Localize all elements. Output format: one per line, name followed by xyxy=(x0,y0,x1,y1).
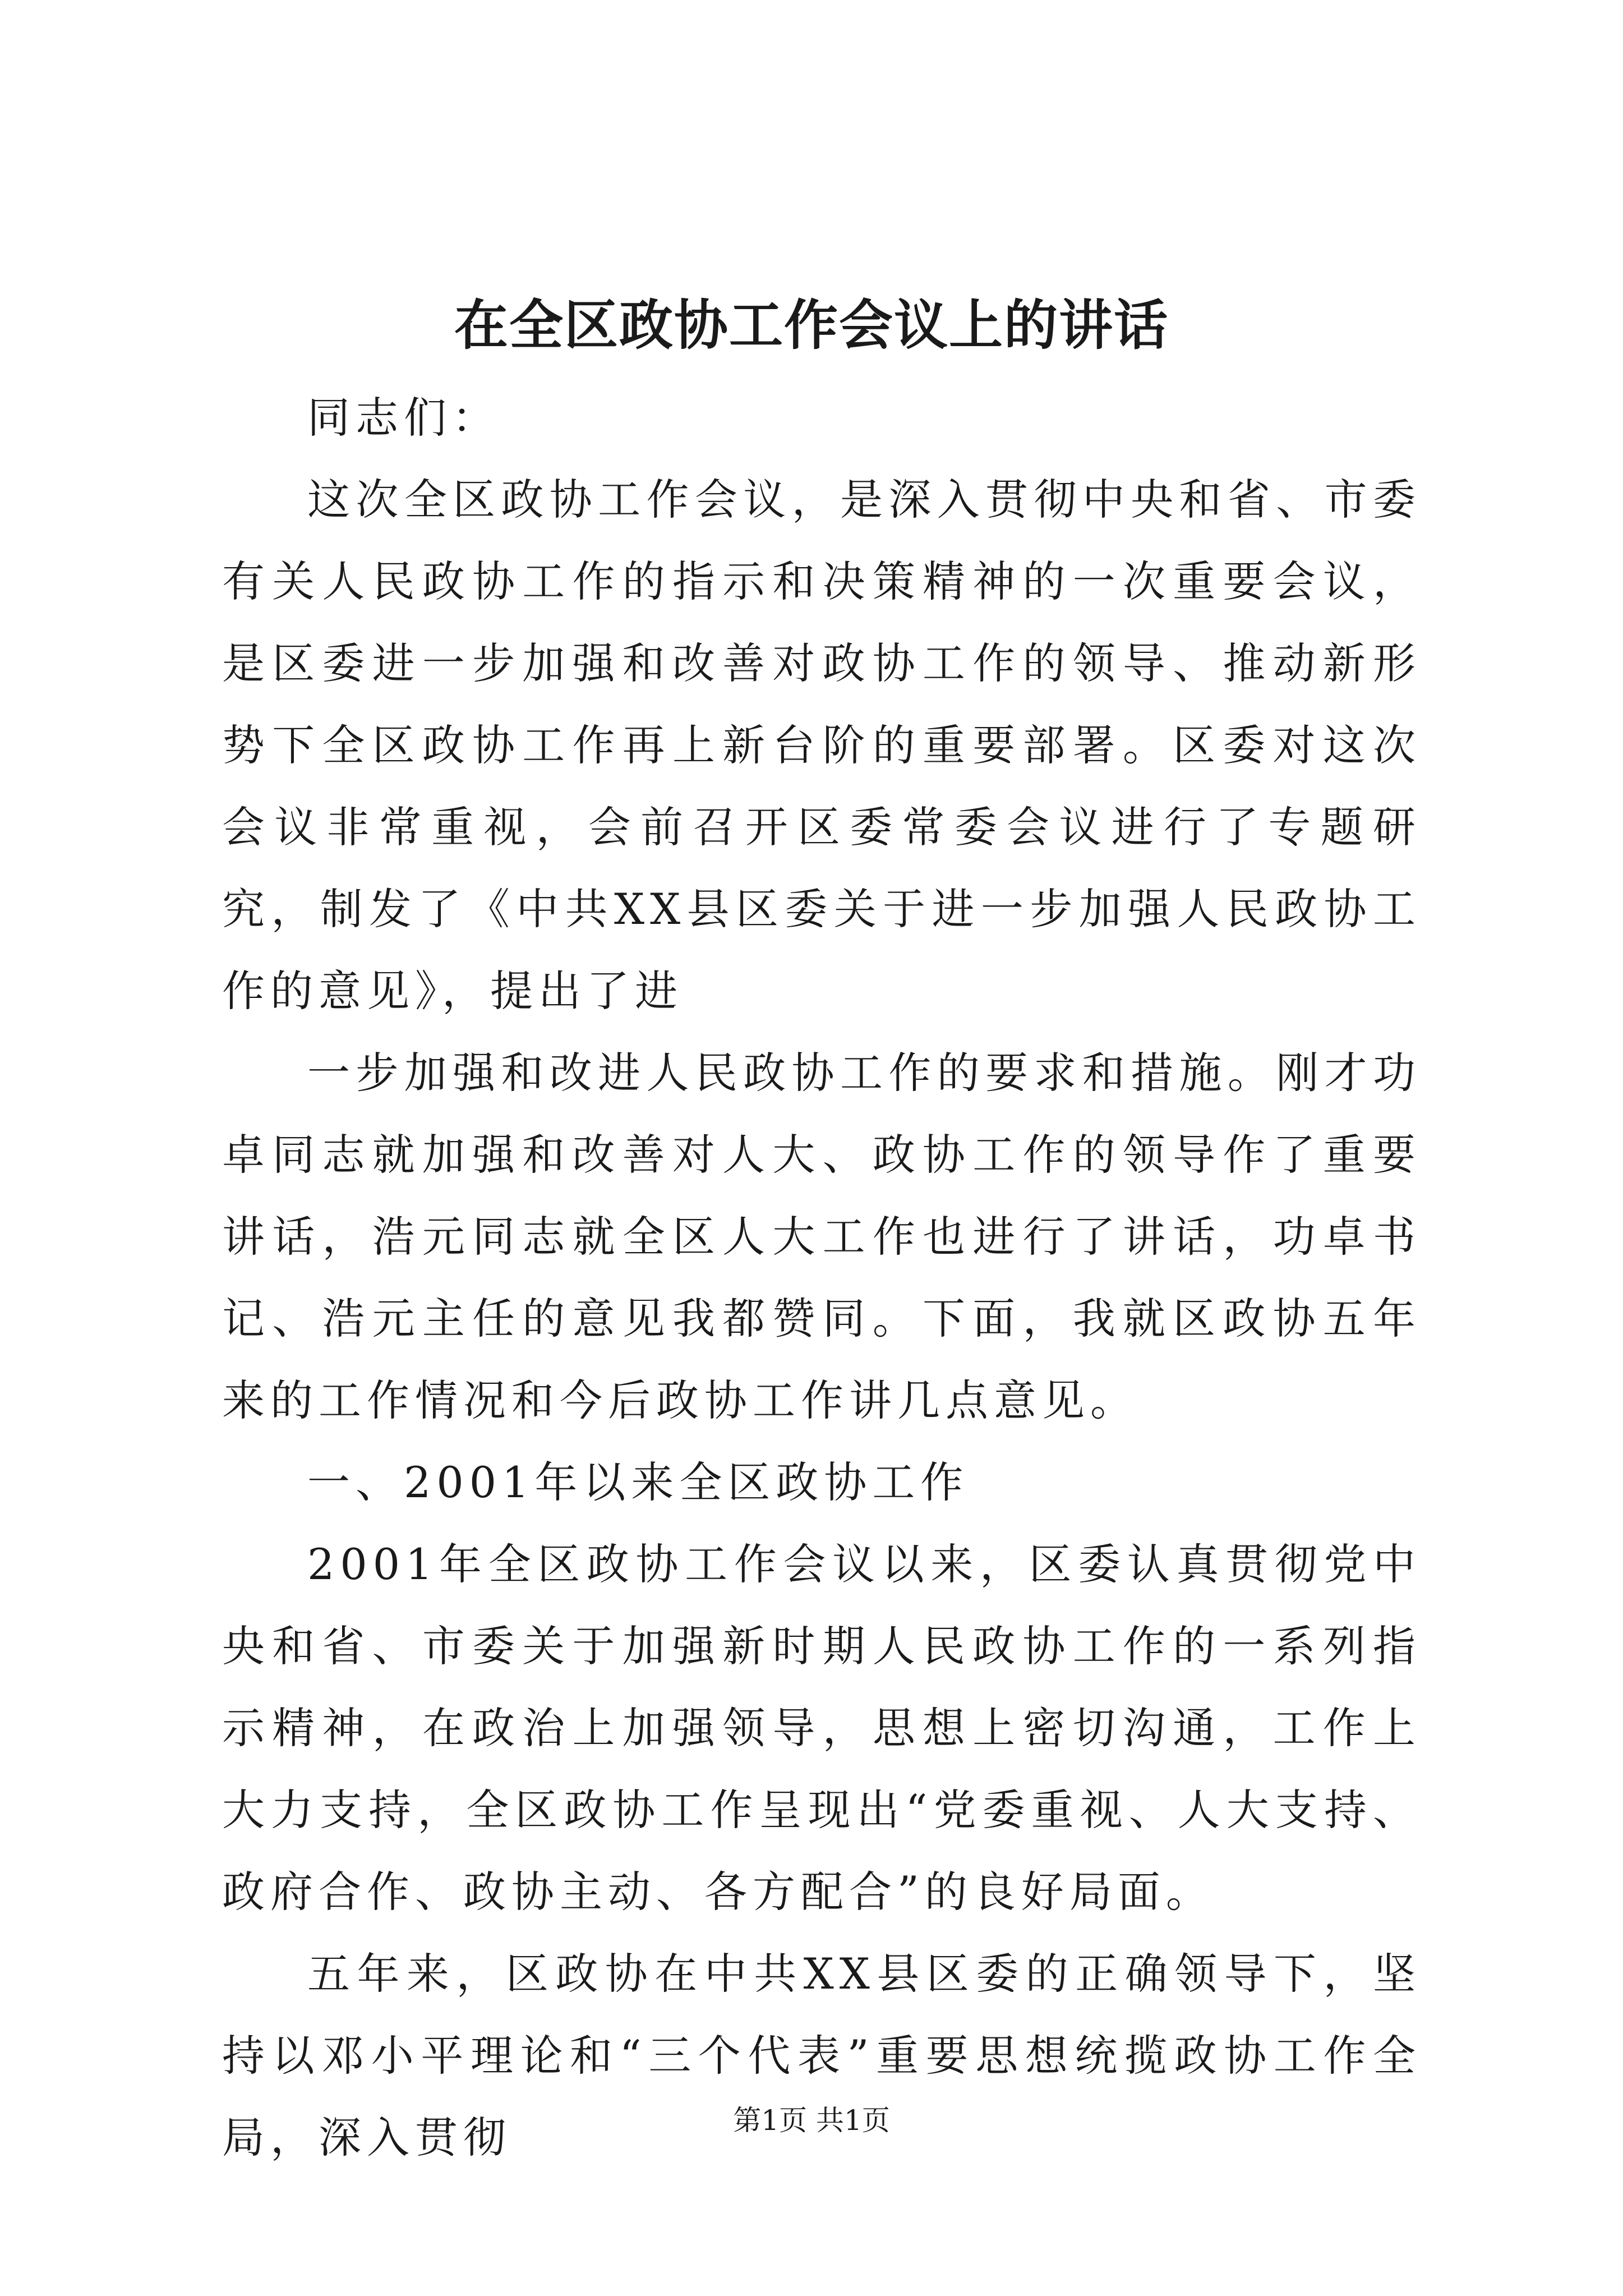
document-body xyxy=(222,377,1421,2179)
document-title: 在全区政协工作会议上的讲话 xyxy=(454,293,1169,357)
paragraph-continuation: 一步加强和改进人民政协工作的要求和措施。刚才功卓同志就加强和改善对人大、政协工作的领导作了重要讲话，浩元同志就全区人大工作也进行了讲话，功卓书记、浩元主任的意见我都赞同。下面，我就区政协五年来的工作情况和今后政协工作讲几点意见。 xyxy=(222,1048,1421,1425)
paragraph-five-years: 五年来，区政协在中共XX县区委的正确领导下，坚持以邓小平理论和“三个代表”重要思想统揽政协工作全局，深入贯彻 xyxy=(222,1949,1421,2162)
section-heading: 一、2001年以来全区政协工作 xyxy=(307,1457,969,1507)
paragraph-intro: 这次全区政协工作会议，是深入贯彻中央和省、市委有关人民政协工作的指示和决策精神的一次重要会议，是区委进一步加强和改善对政协工作的领导、推动新形势下全区政协工作再上新台阶的重要部署。区委对这次会议非常重视，会前召开区委常委会议进行了专题研究，制发了《中共XX县区委关于进一步加强人民政协工作的意见》，提出了进 xyxy=(222,475,1421,1016)
paragraph-salutation: 同志们： xyxy=(307,393,500,443)
page-footer: 第1页 共1页 xyxy=(733,2104,890,2137)
paragraph-2001: 2001年全区政协工作会议以来，区委认真贯彻党中央和省、市委关于加强新时期人民政协工作的一系列指示精神，在政治上加强领导，思想上密切沟通，工作上大力支持，全区政协工作呈现出“党委重视、人大支持、政府合作、政协主动、各方配合”的良好局面。 xyxy=(222,1539,1421,1917)
